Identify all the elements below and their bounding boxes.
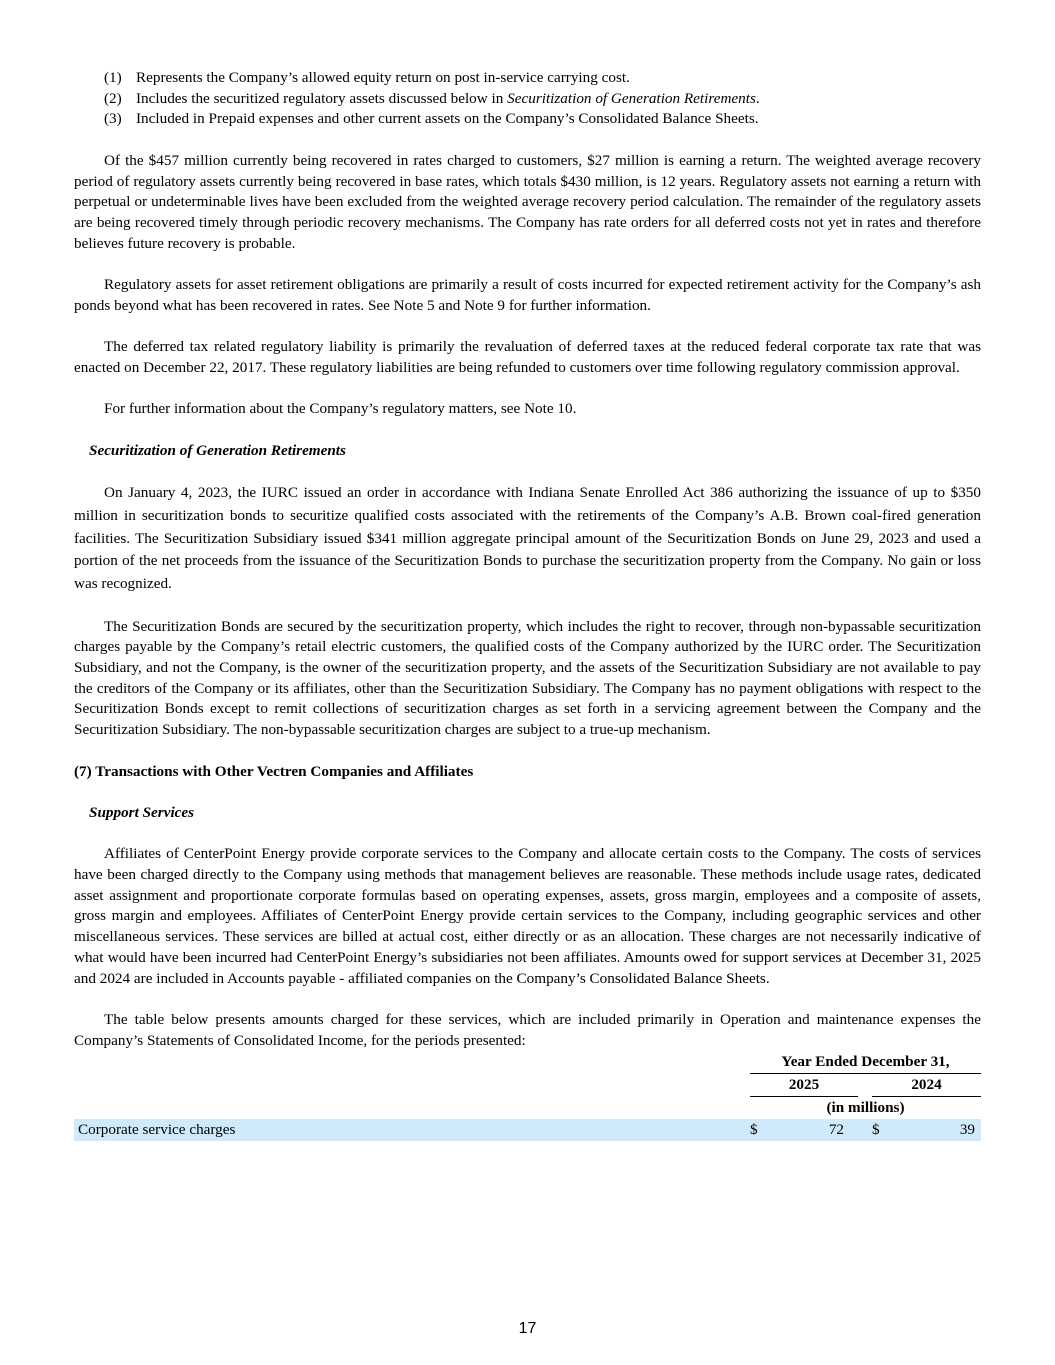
paragraph-affiliates: Affiliates of CenterPoint Energy provide corporate services to the Company and allocate certain costs to the Company. The costs of services have been charged directly to the Company using methods that management believes are reasonable. These methods include usage rates, dedicated asset assignment and proportionate corporate formulas based on operating expenses, assets, gross margin, employees and a composite of assets, gross margin and employees. Affiliates of CenterPoint Energy provide certain services to the Company, including geographic services and other miscellaneous services. These services are billed at actual cost, either directly or as an allocation. These charges are not necessarily indicative of what would have been incurred had CenterPoint Energy’s subsidiaries not been affiliates. Amounts owed for support services at December 31, 2025 and 2024 are included in Accounts payable - affiliated companies on the Company’s Consolidated Balance Sheets. xyxy=(74,845,981,987)
subheading-support-services: Support Services xyxy=(89,803,195,821)
paragraph-iurc-order: On January 4, 2023, the IURC issued an order in accordance with Indiana Senate Enrolled Act 386 authorizing the issuance of up to $350 million in securitization bonds to securitize qualified costs associated with the retirements of the Company’s A.B. Brown coal-fired generation facilities. The Securitization Subsidiary issued $341 million aggregate principal amount of the Securitization Bonds on June 29, 2023 and used a portion of the net proceeds from the issuance of the Securitization Bonds to purchase the securitization property from the Company. No gain or loss was recognized. xyxy=(74,483,981,593)
table-header-period: Year Ended December 31, xyxy=(750,1051,981,1074)
footnotes xyxy=(74,68,981,130)
subheading-securitization: Securitization of Generation Retirements xyxy=(89,441,346,459)
footnote xyxy=(74,89,981,110)
value-2024: 39 xyxy=(892,1119,981,1141)
document-page xyxy=(74,68,981,1141)
value-2025: 72 xyxy=(770,1119,858,1141)
footnote-number: (1) xyxy=(104,69,122,86)
paragraph-table-intro: The table below presents amounts charged for these services, which are included primarily in Operation and maintenance expenses the Company’s Statements of Consolidated Income, for the periods presented: xyxy=(74,1010,981,1049)
paragraph-further-info: For further information about the Company’s regulatory matters, see Note 10. xyxy=(104,400,577,418)
footnote-italic-ref: Securitization of Generation Retirements xyxy=(507,89,756,107)
currency-symbol: $ xyxy=(872,1119,892,1141)
table-header-2024: 2024 xyxy=(872,1074,981,1097)
section-heading-7: (7) Transactions with Other Vectren Companies and Affiliates xyxy=(74,762,474,780)
table-units: (in millions) xyxy=(826,1099,905,1117)
table-header-2025: 2025 xyxy=(750,1074,858,1097)
footnote xyxy=(74,68,981,89)
footnote-number: (3) xyxy=(104,110,122,128)
footnote-text: Includes the securitized regulatory assets discussed below in Securitization of Generation Retirements. xyxy=(136,89,760,107)
footnote-number: (2) xyxy=(104,89,122,107)
footnote xyxy=(74,109,981,130)
paragraph-recovery: Of the $457 million currently being recovered in rates charged to customers, $27 million is earning a return. The weighted average recovery period of regulatory assets currently being recovered in base rates, which totals $430 million, is 12 years. Regulatory assets not earning a return with perpetual or undeterminable lives have been excluded from the weighted average recovery period calculation. The remainder of the regulatory assets are being recovered timely through periodic recovery mechanisms. The Company has rate orders for all deferred costs not yet in rates and therefore believes future recovery is probable. xyxy=(74,151,981,252)
service-charges-table xyxy=(74,1051,981,1141)
row-label: Corporate service charges xyxy=(74,1119,750,1141)
footnote-text: Represents the Company’s allowed equity return on post in-service carrying cost. xyxy=(136,69,630,86)
currency-symbol: $ xyxy=(750,1119,770,1141)
paragraph-aro: Regulatory assets for asset retirement obligations are primarily a result of costs incurred for expected retirement activity for the Company’s ash ponds beyond what has been recovered in rates. See Note 5 and Note 9 for further information. xyxy=(74,276,981,314)
page-number: 17 xyxy=(518,1320,537,1337)
footnote-text: Included in Prepaid expenses and other current assets on the Company’s Consolidated Balance Sheets. xyxy=(136,110,759,128)
paragraph-securitization-bonds: The Securitization Bonds are secured by the securitization property, which includes the right to recover, through non-bypassable securitization charges payable by the Company’s retail electric customers, the qualified costs of the Company authorized by the IURC order. The Securitization Subsidiary, and not the Company, is the owner of the securitization property, and the assets of the Securitization Subsidiary are not available to pay the creditors of the Company or its affiliates, other than the Securitization Subsidiary. The Company has no payment obligations with respect to the Securitization Bonds except to remit collections of securitization charges as set forth in a servicing agreement between the Company and the Securitization Subsidiary. The non-bypassable securitization charges are subject to a true-up mechanism. xyxy=(74,617,981,739)
paragraph-deferred-tax: The deferred tax related regulatory liability is primarily the revaluation of deferred taxes at the reduced federal corporate tax rate that was enacted on December 22, 2017. These regulatory liabilities are being refunded to customers over time following regulatory commission approval. xyxy=(74,338,981,376)
table-row xyxy=(74,1119,981,1141)
